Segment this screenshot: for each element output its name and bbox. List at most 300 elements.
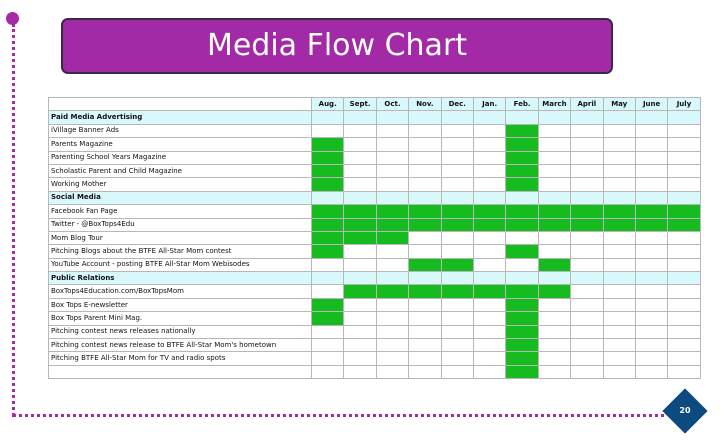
month-cell <box>538 298 570 311</box>
month-cell <box>473 178 505 191</box>
active-month-cell <box>344 285 376 298</box>
month-cell <box>603 365 635 378</box>
month-cell <box>312 111 344 124</box>
month-cell <box>538 312 570 325</box>
active-month-cell <box>312 151 344 164</box>
month-cell <box>441 312 473 325</box>
active-month-cell <box>635 218 667 231</box>
month-cell <box>409 325 441 338</box>
month-cell <box>668 365 700 378</box>
month-cell <box>473 258 505 271</box>
table-row <box>49 151 701 164</box>
month-cell <box>473 191 505 204</box>
month-cell <box>344 245 376 258</box>
table-row <box>49 138 701 151</box>
month-cell <box>668 124 700 137</box>
active-month-cell <box>506 138 538 151</box>
table-row <box>49 258 701 271</box>
month-cell <box>603 164 635 177</box>
month-cell <box>603 191 635 204</box>
month-cell <box>668 191 700 204</box>
month-cell <box>668 164 700 177</box>
active-month-cell <box>506 124 538 137</box>
month-cell <box>344 258 376 271</box>
month-cell <box>441 111 473 124</box>
month-cell <box>571 178 603 191</box>
active-month-cell <box>312 205 344 218</box>
month-cell <box>603 339 635 352</box>
month-cell <box>603 272 635 285</box>
month-cell <box>571 258 603 271</box>
month-cell <box>473 352 505 365</box>
section-label: Public Relations <box>49 272 312 285</box>
month-cell <box>635 178 667 191</box>
month-header-row <box>49 98 701 111</box>
month-cell <box>376 258 408 271</box>
month-cell <box>668 245 700 258</box>
month-cell <box>603 138 635 151</box>
month-cell <box>571 365 603 378</box>
month-cell <box>538 245 570 258</box>
month-cell <box>635 138 667 151</box>
month-cell <box>473 339 505 352</box>
active-month-cell <box>473 205 505 218</box>
month-cell <box>312 365 344 378</box>
month-cell <box>473 231 505 244</box>
media-flow-body <box>49 111 701 379</box>
month-cell <box>603 151 635 164</box>
month-cell <box>376 111 408 124</box>
table-row <box>49 205 701 218</box>
month-cell <box>441 272 473 285</box>
row-label: Parents Magazine <box>49 138 312 151</box>
month-cell <box>312 352 344 365</box>
month-cell <box>571 272 603 285</box>
month-header: July <box>668 98 700 111</box>
month-cell <box>538 178 570 191</box>
month-cell <box>571 231 603 244</box>
month-cell <box>473 164 505 177</box>
page-number: 20 <box>679 406 691 415</box>
month-cell <box>635 191 667 204</box>
month-header: June <box>635 98 667 111</box>
active-month-cell <box>344 218 376 231</box>
month-cell <box>635 285 667 298</box>
month-cell <box>441 178 473 191</box>
section-header-row <box>49 111 701 124</box>
active-month-cell <box>506 298 538 311</box>
row-label: iVillage Banner Ads <box>49 124 312 137</box>
month-cell <box>506 231 538 244</box>
section-label: Paid Media Advertising <box>49 111 312 124</box>
active-month-cell <box>441 258 473 271</box>
active-month-cell <box>635 205 667 218</box>
row-label: Pitching contest news release to BTFE All-Star Mom's hometown <box>49 339 312 352</box>
active-month-cell <box>312 231 344 244</box>
active-month-cell <box>441 218 473 231</box>
row-label: Parenting School Years Magazine <box>49 151 312 164</box>
table-row <box>49 352 701 365</box>
month-cell <box>538 365 570 378</box>
active-month-cell <box>506 205 538 218</box>
month-cell <box>344 164 376 177</box>
month-cell <box>409 298 441 311</box>
month-cell <box>312 325 344 338</box>
month-cell <box>441 231 473 244</box>
month-cell <box>344 124 376 137</box>
month-cell <box>506 258 538 271</box>
month-cell <box>344 191 376 204</box>
month-cell <box>635 245 667 258</box>
month-cell <box>571 191 603 204</box>
month-cell <box>506 111 538 124</box>
month-cell <box>441 245 473 258</box>
month-cell <box>538 231 570 244</box>
month-cell <box>668 178 700 191</box>
section-header-row <box>49 191 701 204</box>
row-label: Box Tops Parent Mini Mag. <box>49 312 312 325</box>
table-row <box>49 325 701 338</box>
month-cell <box>538 164 570 177</box>
month-cell <box>538 151 570 164</box>
month-cell <box>344 352 376 365</box>
month-cell <box>635 151 667 164</box>
month-cell <box>635 352 667 365</box>
month-cell <box>441 352 473 365</box>
month-cell <box>473 312 505 325</box>
month-cell <box>473 111 505 124</box>
month-header: Aug. <box>312 98 344 111</box>
month-cell <box>668 138 700 151</box>
month-cell <box>312 124 344 137</box>
month-cell <box>603 298 635 311</box>
table-row <box>49 231 701 244</box>
active-month-cell <box>473 218 505 231</box>
table-row <box>49 124 701 137</box>
slide-title: Media Flow Chart <box>61 18 613 74</box>
month-cell <box>603 258 635 271</box>
row-label: Scholastic Parent and Child Magazine <box>49 164 312 177</box>
month-header: Sept. <box>344 98 376 111</box>
active-month-cell <box>506 151 538 164</box>
row-label: YouTube Account - posting BTFE All-Star Mom Webisodes <box>49 258 312 271</box>
active-month-cell <box>312 164 344 177</box>
month-cell <box>376 245 408 258</box>
month-cell <box>344 272 376 285</box>
month-cell <box>635 111 667 124</box>
month-cell <box>409 124 441 137</box>
active-month-cell <box>603 205 635 218</box>
month-cell <box>376 138 408 151</box>
active-month-cell <box>312 178 344 191</box>
month-cell <box>571 124 603 137</box>
month-cell <box>473 298 505 311</box>
month-cell <box>409 151 441 164</box>
month-header: Dec. <box>441 98 473 111</box>
month-cell <box>441 138 473 151</box>
month-cell <box>409 339 441 352</box>
table-row <box>49 298 701 311</box>
month-cell <box>344 178 376 191</box>
month-cell <box>571 325 603 338</box>
month-cell <box>635 298 667 311</box>
month-cell <box>441 325 473 338</box>
month-header: Oct. <box>376 98 408 111</box>
month-cell <box>668 352 700 365</box>
table-row <box>49 164 701 177</box>
active-month-cell <box>571 205 603 218</box>
month-cell <box>409 272 441 285</box>
month-cell <box>603 285 635 298</box>
active-month-cell <box>571 218 603 231</box>
month-cell <box>603 124 635 137</box>
month-cell <box>571 151 603 164</box>
month-cell <box>668 339 700 352</box>
row-label: Box Tops E-newsletter <box>49 298 312 311</box>
section-label: Social Media <box>49 191 312 204</box>
frame-left-border <box>12 24 15 416</box>
active-month-cell <box>376 285 408 298</box>
active-month-cell <box>312 245 344 258</box>
active-month-cell <box>376 218 408 231</box>
month-cell <box>376 298 408 311</box>
month-cell <box>376 191 408 204</box>
month-cell <box>635 312 667 325</box>
active-month-cell <box>312 312 344 325</box>
table-row <box>49 245 701 258</box>
month-cell <box>441 124 473 137</box>
month-cell <box>376 178 408 191</box>
active-month-cell <box>506 218 538 231</box>
active-month-cell <box>344 205 376 218</box>
row-label: Pitching Blogs about the BTFE All-Star Mom contest <box>49 245 312 258</box>
month-cell <box>473 151 505 164</box>
month-cell <box>473 325 505 338</box>
month-cell <box>668 325 700 338</box>
active-month-cell <box>506 365 538 378</box>
month-cell <box>473 365 505 378</box>
month-cell <box>376 272 408 285</box>
month-cell <box>603 312 635 325</box>
month-cell <box>344 298 376 311</box>
month-header: March <box>538 98 570 111</box>
section-header-row <box>49 272 701 285</box>
month-cell <box>635 325 667 338</box>
month-cell <box>603 111 635 124</box>
table-row <box>49 339 701 352</box>
month-cell <box>409 191 441 204</box>
month-cell <box>635 272 667 285</box>
month-cell <box>376 164 408 177</box>
active-month-cell <box>506 325 538 338</box>
month-cell <box>376 124 408 137</box>
month-cell <box>668 151 700 164</box>
month-cell <box>571 111 603 124</box>
month-cell <box>409 164 441 177</box>
active-month-cell <box>409 258 441 271</box>
month-cell <box>571 352 603 365</box>
month-cell <box>668 111 700 124</box>
month-cell <box>668 231 700 244</box>
month-cell <box>635 365 667 378</box>
active-month-cell <box>441 205 473 218</box>
table-row <box>49 312 701 325</box>
month-cell <box>603 325 635 338</box>
table-row <box>49 365 701 378</box>
active-month-cell <box>506 339 538 352</box>
month-cell <box>668 312 700 325</box>
month-cell <box>538 325 570 338</box>
month-cell <box>441 164 473 177</box>
month-cell <box>409 178 441 191</box>
month-cell <box>344 111 376 124</box>
table-row <box>49 285 701 298</box>
month-cell <box>312 272 344 285</box>
month-cell <box>571 339 603 352</box>
month-header: May <box>603 98 635 111</box>
row-label <box>49 365 312 378</box>
month-cell <box>409 245 441 258</box>
active-month-cell <box>409 218 441 231</box>
active-month-cell <box>376 231 408 244</box>
active-month-cell <box>506 164 538 177</box>
month-cell <box>409 312 441 325</box>
month-header: April <box>571 98 603 111</box>
active-month-cell <box>538 218 570 231</box>
month-cell <box>603 245 635 258</box>
active-month-cell <box>312 298 344 311</box>
month-cell <box>376 339 408 352</box>
month-cell <box>376 312 408 325</box>
month-header: Nov. <box>409 98 441 111</box>
active-month-cell <box>506 245 538 258</box>
month-cell <box>506 191 538 204</box>
active-month-cell <box>473 285 505 298</box>
table-row <box>49 178 701 191</box>
month-cell <box>441 339 473 352</box>
month-cell <box>506 272 538 285</box>
month-cell <box>538 191 570 204</box>
month-cell <box>571 138 603 151</box>
active-month-cell <box>538 285 570 298</box>
month-cell <box>344 339 376 352</box>
month-cell <box>473 124 505 137</box>
month-cell <box>538 138 570 151</box>
active-month-cell <box>312 218 344 231</box>
month-cell <box>571 285 603 298</box>
month-cell <box>635 339 667 352</box>
month-cell <box>571 164 603 177</box>
table-row <box>49 218 701 231</box>
active-month-cell <box>506 285 538 298</box>
month-cell <box>668 298 700 311</box>
month-header: Jan. <box>473 98 505 111</box>
month-cell <box>635 124 667 137</box>
active-month-cell <box>506 178 538 191</box>
month-cell <box>409 352 441 365</box>
row-label: Pitching BTFE All-Star Mom for TV and radio spots <box>49 352 312 365</box>
month-cell <box>473 272 505 285</box>
month-cell <box>376 151 408 164</box>
month-cell <box>668 258 700 271</box>
month-cell <box>441 151 473 164</box>
month-cell <box>538 352 570 365</box>
active-month-cell <box>506 312 538 325</box>
month-cell <box>409 138 441 151</box>
month-cell <box>668 285 700 298</box>
month-cell <box>571 298 603 311</box>
month-cell <box>344 151 376 164</box>
label-column-header <box>49 98 312 111</box>
month-cell <box>441 191 473 204</box>
month-cell <box>344 312 376 325</box>
active-month-cell <box>538 258 570 271</box>
month-cell <box>571 312 603 325</box>
month-cell <box>538 272 570 285</box>
active-month-cell <box>312 138 344 151</box>
month-cell <box>312 191 344 204</box>
row-label: BoxTops4Education.com/BoxTopsMom <box>49 285 312 298</box>
active-month-cell <box>506 352 538 365</box>
month-cell <box>344 138 376 151</box>
month-cell <box>312 258 344 271</box>
month-cell <box>312 339 344 352</box>
month-cell <box>538 339 570 352</box>
month-cell <box>603 352 635 365</box>
month-cell <box>603 231 635 244</box>
active-month-cell <box>668 218 700 231</box>
month-cell <box>668 272 700 285</box>
month-cell <box>441 298 473 311</box>
month-cell <box>635 164 667 177</box>
month-cell <box>344 365 376 378</box>
row-label: Pitching contest news releases nationally <box>49 325 312 338</box>
row-label: Mom Blog Tour <box>49 231 312 244</box>
active-month-cell <box>441 285 473 298</box>
month-cell <box>473 245 505 258</box>
month-cell <box>376 352 408 365</box>
month-cell <box>344 325 376 338</box>
month-cell <box>441 365 473 378</box>
month-cell <box>409 365 441 378</box>
month-cell <box>635 258 667 271</box>
month-cell <box>538 111 570 124</box>
month-cell <box>538 124 570 137</box>
media-flow-table <box>48 97 701 379</box>
active-month-cell <box>409 285 441 298</box>
month-cell <box>473 138 505 151</box>
month-cell <box>571 245 603 258</box>
month-cell <box>409 111 441 124</box>
month-header: Feb. <box>506 98 538 111</box>
month-cell <box>312 285 344 298</box>
month-cell <box>409 231 441 244</box>
month-cell <box>635 231 667 244</box>
month-cell <box>376 365 408 378</box>
month-cell <box>376 325 408 338</box>
frame-bottom-border <box>12 414 672 417</box>
active-month-cell <box>603 218 635 231</box>
active-month-cell <box>376 205 408 218</box>
active-month-cell <box>409 205 441 218</box>
active-month-cell <box>344 231 376 244</box>
month-cell <box>603 178 635 191</box>
row-label: Facebook Fan Page <box>49 205 312 218</box>
active-month-cell <box>668 205 700 218</box>
active-month-cell <box>538 205 570 218</box>
row-label: Working Mother <box>49 178 312 191</box>
row-label: Twitter - @BoxTops4Edu <box>49 218 312 231</box>
